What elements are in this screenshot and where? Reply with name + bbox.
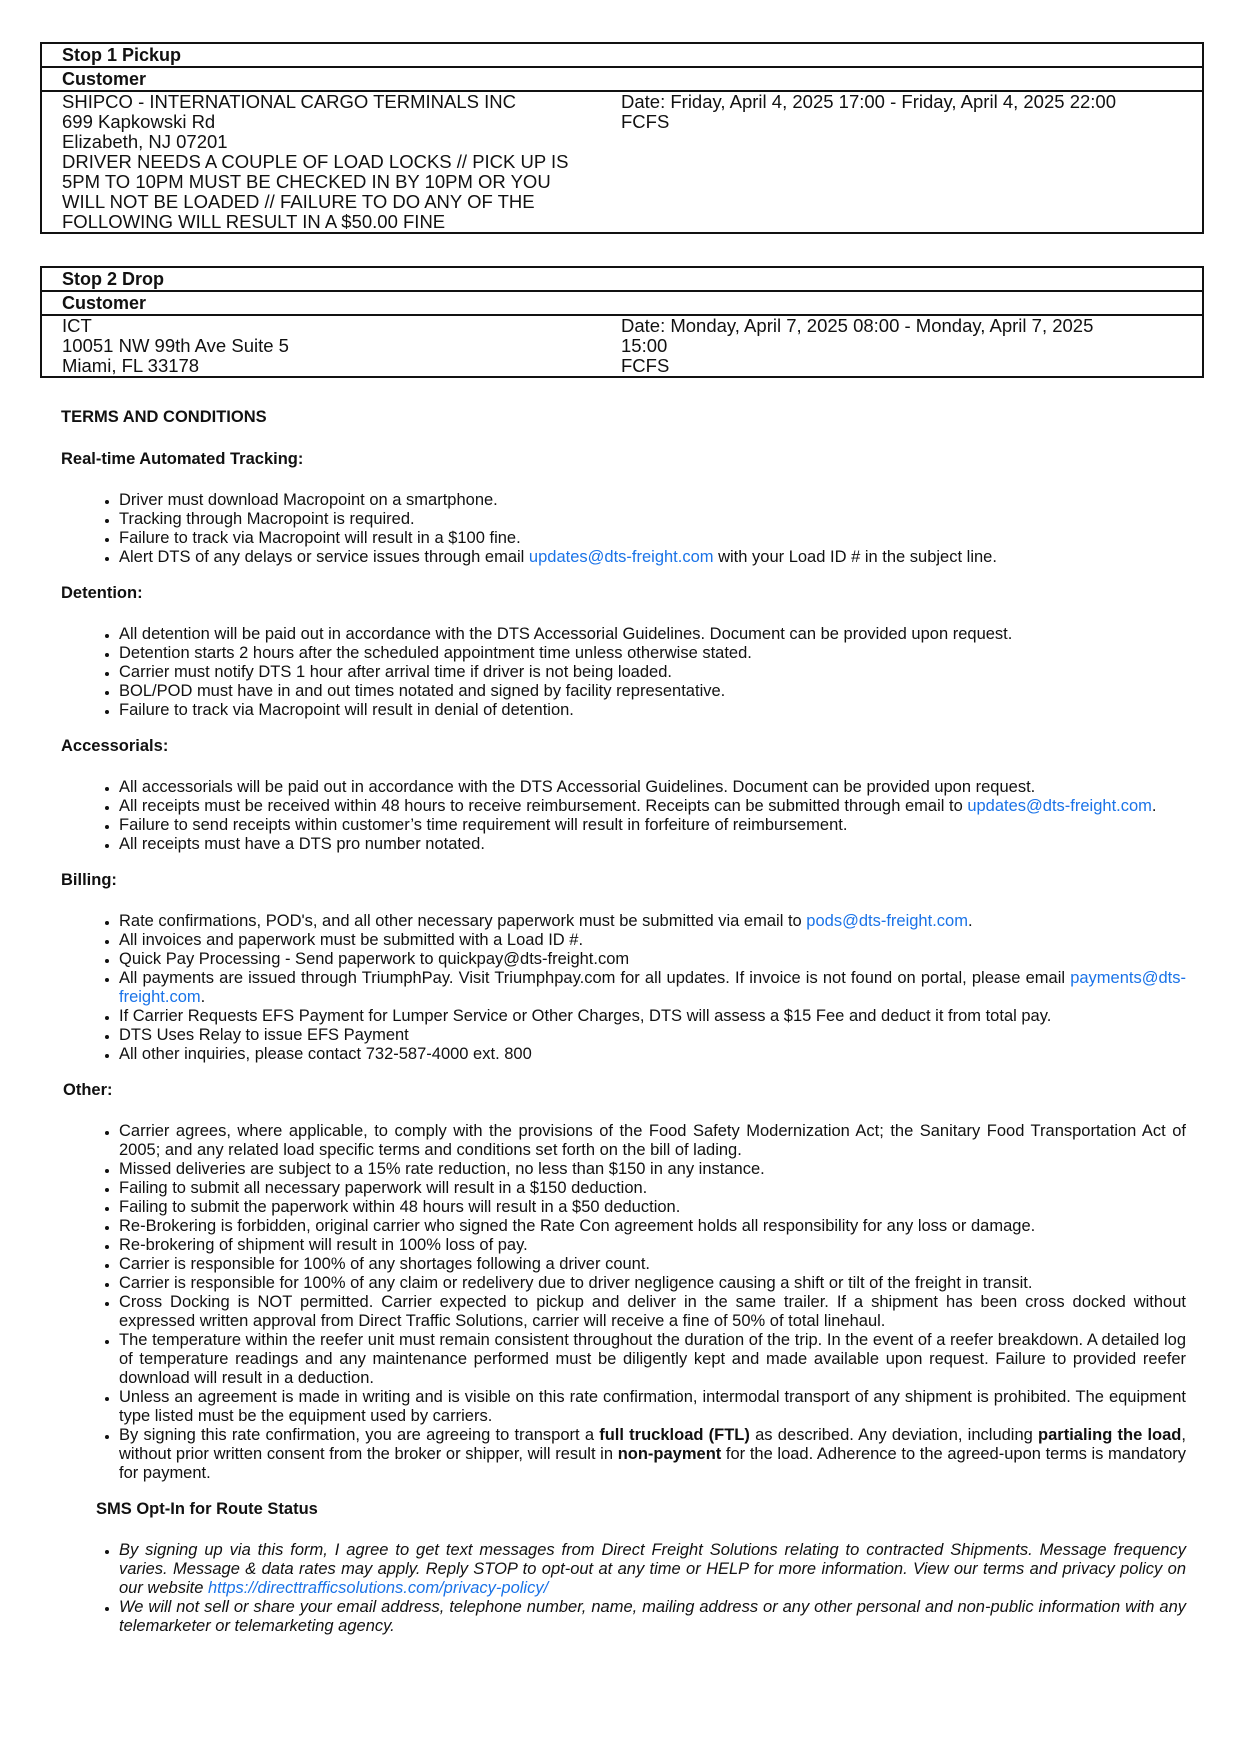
- accessorials-list: [61, 778, 1186, 854]
- stop-1-address: [41, 91, 621, 233]
- address-line: FOLLOWING WILL RESULT IN A $50.00 FINE: [62, 211, 446, 232]
- list-item: • Tracking through Macropoint is required.: [119, 510, 1186, 529]
- updates-email-link[interactable]: updates@dts-freight.com: [528, 548, 714, 566]
- text: .: [1151, 797, 1157, 815]
- list-item: • Unless an agreement is made in writing and is visible on this rate confirmation, intermodal transport of any shipment is prohibited. The equipment type listed must be the equipment used by carriers.: [119, 1388, 1186, 1426]
- list-item: • Carrier must notify DTS 1 hour after arrival time if driver is not being loaded.: [119, 663, 1186, 682]
- date-line: 15:00: [621, 335, 668, 356]
- list-item: • Failure to track via Macropoint will result in a $100 fine.: [119, 529, 1186, 548]
- date-line: FCFS: [621, 111, 670, 132]
- text: All payments are issued through TriumphPay. Visit Triumphpay.com for all updates. If invoice is not found on portal, please email: [119, 969, 1071, 987]
- list-item: • Failure to send receipts within customer’s time requirement will result in forfeiture of reimbursement.: [119, 816, 1186, 835]
- updates-email-link[interactable]: updates@dts-freight.com: [967, 797, 1152, 815]
- list-item: • If Carrier Requests EFS Payment for Lumper Service or Other Charges, DTS will assess a $15 Fee and deduct it from total pay.: [119, 1007, 1186, 1026]
- address-line: ICT: [62, 315, 92, 336]
- detention-list: [61, 625, 1186, 720]
- address-line: 5PM TO 10PM MUST BE CHECKED IN BY 10PM OR YOU: [62, 171, 551, 192]
- tracking-heading: Real-time Automated Tracking:: [61, 450, 304, 468]
- date-line: Date: Friday, April 4, 2025 17:00 - Friday, April 4, 2025 22:00: [621, 91, 1116, 112]
- list-item: • Cross Docking is NOT permitted. Carrier expected to pickup and deliver in the same trailer. If a shipment has been cross docked without expressed written approval from Direct Traffic Solutions, carrier will receive a fine of 50% of total linehaul.: [119, 1293, 1186, 1331]
- sms-list: [61, 1541, 1186, 1636]
- list-item: • Carrier is responsible for 100% of any claim or redelivery due to driver negligence causing a shift or tilt of the freight in transit.: [119, 1274, 1186, 1293]
- text: with your Load ID # in the subject line.: [713, 548, 997, 566]
- list-item: • Carrier is responsible for 100% of any shortages following a driver count.: [119, 1255, 1186, 1274]
- list-item: • Failing to submit the paperwork within 48 hours will result in a $50 deduction.: [119, 1198, 1186, 1217]
- list-item: • All other inquiries, please contact 732-587-4000 ext. 800: [119, 1045, 1186, 1064]
- text: as described. Any deviation, including: [749, 1426, 1039, 1444]
- billing-heading: Billing:: [61, 871, 117, 889]
- text: , without prior written consent from the broker or shipper, will result in: [119, 1426, 1186, 1463]
- list-item: • DTS Uses Relay to issue EFS Payment: [119, 1026, 1186, 1045]
- bold-text: full truckload (FTL): [599, 1426, 750, 1444]
- address-line: SHIPCO - INTERNATIONAL CARGO TERMINALS INC: [62, 91, 516, 112]
- list-item: • All accessorials will be paid out in accordance with the DTS Accessorial Guidelines. Document can be provided upon request.: [119, 778, 1186, 797]
- list-item: • All invoices and paperwork must be submitted with a Load ID #.: [119, 931, 1186, 950]
- pods-email-link[interactable]: pods@dts-freight.com: [806, 912, 968, 930]
- list-item: • Detention starts 2 hours after the scheduled appointment time unless otherwise stated.: [119, 644, 1186, 663]
- text: By signing this rate confirmation, you are agreeing to transport a: [119, 1426, 600, 1444]
- address-line: 699 Kapkowski Rd: [62, 111, 216, 132]
- list-item: • We will not sell or share your email address, telephone number, name, mailing address or any other personal and non-public information with any telemarketer or telemarketing agency.: [119, 1598, 1186, 1636]
- list-item: • All detention will be paid out in accordance with the DTS Accessorial Guidelines. Document can be provided upon request.: [119, 625, 1186, 644]
- list-item: [119, 1541, 1186, 1598]
- terms-heading: TERMS AND CONDITIONS: [61, 408, 267, 426]
- bold-text: non-payment: [617, 1445, 722, 1463]
- other-heading: Other:: [63, 1081, 113, 1099]
- stop-1-table: [40, 42, 1204, 234]
- bold-text: partialing the load: [1038, 1426, 1182, 1444]
- text: Alert DTS of any delays or service issues through email: [119, 548, 529, 566]
- list-item: • Failing to submit all necessary paperwork will result in a $150 deduction.: [119, 1179, 1186, 1198]
- list-item: • BOL/POD must have in and out times notated and signed by facility representative.: [119, 682, 1186, 701]
- list-item: [119, 797, 1186, 816]
- payments-email-link[interactable]: payments@dts-freight.com: [119, 969, 1186, 1006]
- list-item: [119, 969, 1186, 1007]
- list-item: • Carrier agrees, where applicable, to comply with the provisions of the Food Safety Modernization Act; the Sanitary Food Transportation Act of 2005; and any related load specific terms and conditions set forth on the bill of lading.: [119, 1122, 1186, 1160]
- privacy-policy-link[interactable]: https://directtrafficsolutions.com/privacy-policy/: [207, 1579, 549, 1597]
- stop-1-title: Stop 1 Pickup: [41, 43, 1203, 67]
- list-item: • Re-brokering of shipment will result in 100% loss of pay.: [119, 1236, 1186, 1255]
- date-line: Date: Monday, April 7, 2025 08:00 - Monday, April 7, 2025: [621, 315, 1094, 336]
- list-item: • Driver must download Macropoint on a smartphone.: [119, 491, 1186, 510]
- stop-2-address: [41, 315, 621, 377]
- address-line: Miami, FL 33178: [62, 355, 200, 376]
- text: Rate confirmations, POD's, and all other necessary paperwork must be submitted via email to: [119, 912, 807, 930]
- text: By signing up via this form, I agree to get text messages from Direct Freight Solutions relating to contracted Shipments. Message frequency varies. Message & data rates may apply. Reply STOP to opt-out at any time or HELP for more information. View our terms and privacy policy on our website: [119, 1541, 1186, 1597]
- stop-2-date: [621, 315, 1203, 377]
- other-list: [61, 1122, 1186, 1483]
- list-item: • Failure to track via Macropoint will result in denial of detention.: [119, 701, 1186, 720]
- address-line: 10051 NW 99th Ave Suite 5: [62, 335, 289, 356]
- text: All receipts must be received within 48 hours to receive reimbursement. Receipts can be submitted through email to: [119, 797, 968, 815]
- address-line: Elizabeth, NJ 07201: [62, 131, 228, 152]
- list-item: • Missed deliveries are subject to a 15% rate reduction, no less than $150 in any instance.: [119, 1160, 1186, 1179]
- tracking-list: [61, 491, 1186, 567]
- address-line: DRIVER NEEDS A COUPLE OF LOAD LOCKS // PICK UP IS: [62, 151, 569, 172]
- list-item: • Re-Brokering is forbidden, original carrier who signed the Rate Con agreement holds all responsibility for any loss or damage.: [119, 1217, 1186, 1236]
- billing-list: [61, 912, 1186, 1064]
- stop-1-subtitle: Customer: [41, 67, 1203, 91]
- list-item: • Quick Pay Processing - Send paperwork to quickpay@dts-freight.com: [119, 950, 1186, 969]
- stop-2-table: [40, 266, 1204, 378]
- accessorials-heading: Accessorials:: [61, 737, 169, 755]
- list-item: [119, 1426, 1186, 1483]
- text: .: [200, 988, 206, 1006]
- detention-heading: Detention:: [61, 584, 143, 602]
- list-item: • All receipts must have a DTS pro number notated.: [119, 835, 1186, 854]
- stop-2-subtitle: Customer: [41, 291, 1203, 315]
- text: .: [967, 912, 973, 930]
- list-item: [119, 548, 1186, 567]
- date-line: FCFS: [621, 355, 670, 376]
- sms-heading: SMS Opt-In for Route Status: [96, 1500, 318, 1518]
- text: for the load. Adherence to the agreed-upon terms is mandatory for payment.: [119, 1445, 1186, 1482]
- list-item: • The temperature within the reefer unit must remain consistent throughout the duration of the trip. In the event of a reefer breakdown. A detailed log of temperature readings and any maintenance performed must be diligently kept and made available upon request. Failure to provided reefer download will result in a deduction.: [119, 1331, 1186, 1388]
- stop-1-date: [621, 91, 1203, 233]
- terms-section: [61, 408, 1186, 1653]
- stop-2-title: Stop 2 Drop: [41, 267, 1203, 291]
- list-item: [119, 912, 1186, 931]
- address-line: WILL NOT BE LOADED // FAILURE TO DO ANY OF THE: [62, 191, 535, 212]
